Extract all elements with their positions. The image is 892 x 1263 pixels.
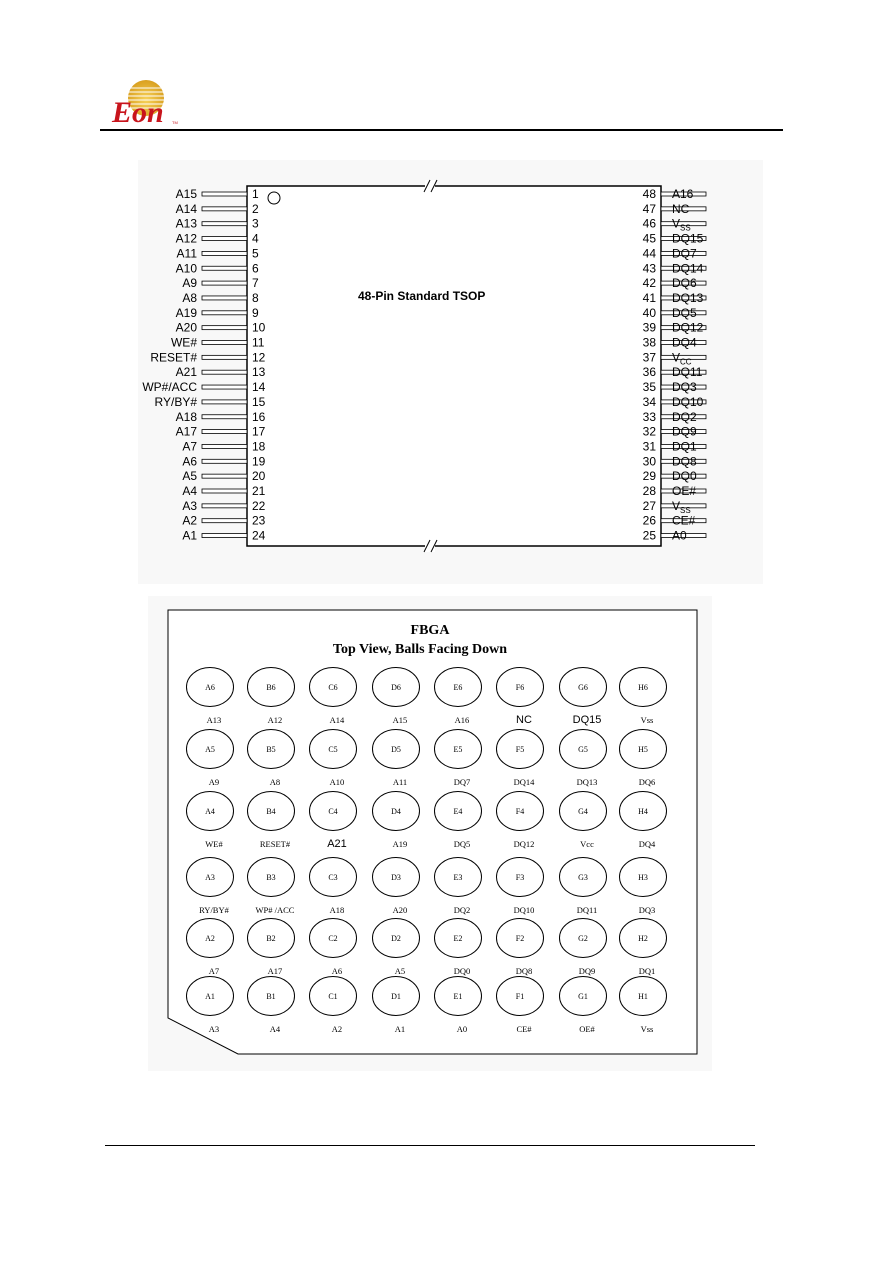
- ball-id: H5: [638, 745, 648, 754]
- pin-name: DQ11: [672, 365, 703, 380]
- ball-id: C4: [328, 807, 338, 816]
- ball-signal: NC: [516, 714, 532, 726]
- pin-number: 31: [642, 439, 656, 454]
- pin-name: A13: [175, 216, 197, 231]
- tsop-pin-right: [643, 232, 706, 246]
- pin-number: 45: [642, 231, 656, 246]
- pin-number: 7: [252, 276, 259, 291]
- pin-name: A4: [182, 484, 197, 498]
- tsop-title: 48-Pin Standard TSOP: [358, 289, 486, 303]
- pin-number: 37: [642, 350, 656, 365]
- ball-signal: A13: [206, 715, 222, 725]
- ball-signal: A3: [208, 1024, 220, 1034]
- ball-id: D2: [391, 934, 401, 943]
- pin-number: 38: [642, 335, 656, 350]
- ball-id: H3: [638, 873, 648, 882]
- pin-lead: [202, 222, 247, 226]
- pin-name: DQ10: [672, 394, 704, 409]
- ball-id: E6: [453, 683, 463, 692]
- pin-lead: [202, 459, 247, 463]
- ball-id: B6: [266, 683, 276, 692]
- pin-lead: [202, 444, 247, 448]
- ball-id: A2: [205, 934, 215, 943]
- tsop-pin-right: [643, 291, 706, 305]
- pin-name: OE#: [672, 484, 697, 498]
- tsop-package-body: [247, 186, 661, 546]
- pin-name: RESET#: [150, 350, 197, 365]
- ball-signal: WP# /ACC: [255, 905, 295, 915]
- tsop-pin-right: [643, 246, 706, 260]
- pin-lead: [202, 430, 247, 434]
- pin-name: NC: [672, 201, 690, 216]
- pin-name-subscript: SS: [680, 505, 691, 515]
- tsop-pin-right: [643, 469, 706, 483]
- pin-number: 1: [252, 187, 259, 201]
- tsop-pin-left: [176, 321, 266, 335]
- ball-id: A1: [205, 992, 215, 1001]
- pin-number: 44: [642, 246, 656, 261]
- ball-id: B5: [266, 745, 276, 754]
- ball-id: G5: [578, 745, 588, 754]
- ball-id: F2: [515, 934, 525, 943]
- pin-lead: [202, 489, 247, 493]
- ball-signal: A12: [267, 715, 283, 725]
- tsop-pin-right: [643, 336, 706, 350]
- pin-lead: [202, 326, 247, 330]
- ball-id: C6: [328, 683, 338, 692]
- ball-signal: A1: [394, 1024, 406, 1034]
- ball-id: D1: [391, 992, 401, 1001]
- ball-signal: A0: [456, 1024, 468, 1034]
- ball-id: A4: [205, 807, 215, 816]
- pin-number: 47: [642, 201, 656, 216]
- ball-id: C5: [328, 745, 338, 754]
- pin-number: 32: [642, 424, 656, 439]
- pin-number: 8: [252, 290, 259, 305]
- pin-name: A3: [182, 498, 197, 513]
- pin-name: $V_{CC}$: [672, 350, 692, 367]
- pin-number: 16: [252, 409, 266, 424]
- ball-signal: DQ0: [453, 966, 471, 976]
- pin-number: 46: [642, 216, 656, 231]
- ball-signal: A2: [331, 1024, 343, 1034]
- pin-name: A19: [175, 305, 197, 320]
- ball-id: D6: [391, 683, 401, 692]
- tsop-pin-right: [643, 202, 706, 216]
- ball-signal: A17: [267, 966, 283, 976]
- ball-signal: OE#: [579, 1024, 595, 1034]
- pin-lead: [202, 341, 247, 345]
- ball-id: A3: [205, 873, 215, 882]
- pin-name: CE#: [672, 513, 696, 528]
- pin-name: DQ6: [672, 276, 697, 291]
- ball-signal: DQ5: [453, 839, 471, 849]
- ball-id: E2: [453, 934, 463, 943]
- ball-signal: A20: [392, 905, 408, 915]
- ball-signal: WE#: [205, 839, 223, 849]
- tsop-pin-right: [643, 187, 706, 201]
- pin-number: 28: [642, 484, 656, 498]
- ball-id: F1: [515, 992, 525, 1001]
- pin-name: RY/BY#: [154, 394, 197, 409]
- ball-signal: DQ7: [453, 777, 471, 787]
- ball-id: G4: [578, 807, 588, 816]
- ball-signal: DQ1: [638, 966, 656, 976]
- fbga-ball: [248, 858, 295, 916]
- ball-id: E1: [453, 992, 463, 1001]
- tsop-pin-left: [176, 410, 266, 424]
- tsop-pin-right: [643, 217, 706, 233]
- pin-number: 3: [252, 216, 259, 231]
- tsop-pin-right: [643, 499, 706, 515]
- tsop-pin-left: [182, 529, 265, 543]
- pin-lead: [202, 385, 247, 389]
- ball-id: C3: [328, 873, 338, 882]
- ball-signal: A9: [208, 777, 220, 787]
- tsop-pin-right: [643, 365, 706, 379]
- ball-id: G6: [578, 683, 588, 692]
- pin-lead: [202, 192, 247, 196]
- ball-id: D4: [391, 807, 401, 816]
- pin-name: A6: [182, 454, 197, 469]
- ball-id: C2: [328, 934, 338, 943]
- ball-signal: DQ10: [513, 905, 535, 915]
- pin-number: 35: [642, 380, 656, 395]
- pin-name: A15: [175, 187, 197, 201]
- eon-logo: [108, 80, 184, 126]
- pin-number: 11: [252, 335, 265, 350]
- pin-lead: [202, 311, 247, 315]
- tsop-pin-right: [643, 261, 706, 275]
- pin-number: 15: [252, 394, 266, 409]
- pin-number: 6: [252, 261, 259, 276]
- ball-signal: A14: [329, 715, 345, 725]
- ball-signal: DQ15: [572, 714, 602, 726]
- ball-id: B1: [266, 992, 276, 1001]
- pin-name: A0: [672, 528, 687, 543]
- ball-id: F4: [515, 807, 525, 816]
- pin-name: A8: [182, 290, 197, 305]
- svg-text:Eon: Eon: [112, 96, 164, 126]
- pin-number: 41: [642, 290, 656, 305]
- ball-signal: A8: [269, 777, 281, 787]
- ball-signal: A15: [392, 715, 408, 725]
- ball-id: F6: [515, 683, 525, 692]
- pin-number: 24: [252, 528, 266, 543]
- ball-id: D3: [391, 873, 401, 882]
- ball-id: H1: [638, 992, 648, 1001]
- ball-signal: DQ2: [453, 905, 471, 915]
- ball-signal: DQ14: [513, 777, 535, 787]
- tsop-pin-left: [176, 365, 266, 379]
- ball-id: E5: [453, 745, 463, 754]
- pin-lead: [202, 474, 247, 478]
- pin-number: 14: [252, 380, 266, 395]
- pin-lead: [202, 251, 247, 255]
- pin-number: 43: [642, 261, 656, 276]
- ball-signal: A4: [269, 1024, 281, 1034]
- pin-name: DQ1: [672, 439, 697, 454]
- fbga-title: FBGA: [410, 623, 450, 638]
- ball-id: H4: [638, 807, 648, 816]
- tsop-pin-right: [643, 350, 706, 366]
- ball-signal: DQ13: [576, 777, 598, 787]
- pin-number: 20: [252, 469, 266, 484]
- pin-name: DQ12: [672, 320, 704, 335]
- pin1-marker: [268, 192, 280, 204]
- ball-id: D5: [391, 745, 401, 754]
- pin-name: A18: [175, 409, 197, 424]
- ball-signal: DQ3: [638, 905, 656, 915]
- pin-number: 13: [252, 365, 266, 380]
- fbga-diagram: [148, 596, 712, 1071]
- tsop-pin-right: [643, 425, 706, 439]
- pin-number: 2: [252, 201, 259, 216]
- tsop-pin-left: [182, 454, 265, 468]
- ball-signal: A18: [329, 905, 345, 915]
- pin-name: A10: [175, 261, 197, 276]
- header-rule: [100, 129, 783, 131]
- pin-lead: [202, 534, 247, 538]
- ball-id: C1: [328, 992, 338, 1001]
- ball-signal: DQ11: [576, 905, 598, 915]
- pin-number: 21: [252, 484, 266, 498]
- pin-lead: [202, 355, 247, 359]
- ball-id: B3: [266, 873, 276, 882]
- fbga-package-outline: [168, 610, 697, 1054]
- pin-number: 19: [252, 454, 266, 469]
- pin-number: 23: [252, 513, 266, 528]
- tsop-pin-left: [182, 484, 265, 498]
- pin-name: DQ5: [672, 305, 697, 320]
- tsop-pin-right: [643, 514, 706, 528]
- pin-number: 48: [642, 187, 656, 201]
- pin-number: 33: [642, 409, 656, 424]
- pin-lead: [202, 237, 247, 241]
- ball-id: E4: [453, 807, 463, 816]
- pin-number: 5: [252, 246, 259, 261]
- tsop-pin-right: [643, 484, 706, 498]
- pin-number: 36: [642, 365, 656, 380]
- ball-signal: Vss: [640, 715, 654, 725]
- pin-lead: [202, 519, 247, 523]
- pin-name: A21: [175, 365, 197, 380]
- ball-id: A6: [205, 683, 215, 692]
- pin-name: A12: [175, 231, 197, 246]
- ball-id: H6: [638, 683, 648, 692]
- pin-lead: [202, 504, 247, 508]
- ball-signal: A7: [208, 966, 220, 976]
- ball-id: F3: [515, 873, 525, 882]
- pin-name: DQ13: [672, 290, 704, 305]
- pin-name: A7: [182, 439, 197, 454]
- ball-id: B2: [266, 934, 276, 943]
- ball-id: E3: [453, 873, 463, 882]
- pin-lead: [202, 296, 247, 300]
- pin-name: DQ3: [672, 380, 697, 395]
- pin-number: 18: [252, 439, 266, 454]
- ball-signal: DQ9: [578, 966, 596, 976]
- ball-signal: DQ4: [638, 839, 656, 849]
- ball-signal: A21: [327, 838, 347, 850]
- pin-number: 17: [252, 424, 266, 439]
- ball-signal: DQ6: [638, 777, 656, 787]
- pin-number: 40: [642, 305, 656, 320]
- pin-name: A20: [175, 320, 197, 335]
- pin-number: 12: [252, 350, 266, 365]
- pin-number: 30: [642, 454, 656, 469]
- pin-number: 4: [252, 231, 259, 246]
- tsop-pin-right: [643, 410, 706, 424]
- pin-number: 27: [642, 498, 656, 513]
- pin-number: 34: [642, 394, 656, 409]
- tsop-pin-right: [643, 529, 706, 543]
- tsop-pin-right: [643, 321, 706, 335]
- tsop-pin-right: [643, 439, 706, 453]
- tsop-pin-left: [182, 514, 265, 528]
- tsop-diagram: [138, 160, 763, 584]
- pin-lead: [202, 207, 247, 211]
- pin-name: $V_{SS}$: [672, 498, 691, 515]
- pin-number: 25: [642, 528, 656, 543]
- ball-id: H2: [638, 934, 648, 943]
- pin-lead: [202, 281, 247, 285]
- pin-number: 42: [642, 276, 656, 291]
- pin-name-subscript: SS: [680, 223, 691, 233]
- tsop-pin-right: [643, 380, 706, 394]
- ball-id: G1: [578, 992, 588, 1001]
- pin-name: DQ8: [672, 454, 697, 469]
- pin-name: A17: [175, 424, 197, 439]
- pin-number: 9: [252, 305, 259, 320]
- pin-name: A1: [182, 528, 197, 543]
- ball-signal: CE#: [516, 1024, 532, 1034]
- pin-name: WE#: [170, 335, 197, 350]
- svg-text:TM: TM: [172, 120, 178, 125]
- pin-name: DQ14: [672, 261, 704, 276]
- pin-name: A9: [182, 276, 197, 291]
- pin-name: DQ9: [672, 424, 697, 439]
- ball-signal: Vcc: [580, 839, 594, 849]
- pin-number: 22: [252, 498, 266, 513]
- pin-name: A2: [182, 513, 197, 528]
- fbga-subtitle: Top View, Balls Facing Down: [332, 642, 508, 657]
- ball-signal: DQ12: [513, 839, 535, 849]
- pin-name: A11: [176, 246, 197, 261]
- pin-lead: [202, 266, 247, 270]
- pin-name: DQ0: [672, 469, 697, 484]
- footer-rule: [105, 1145, 755, 1146]
- pin-name: A16: [672, 187, 694, 201]
- pin-name-subscript: CC: [680, 357, 692, 367]
- tsop-pin-right: [643, 306, 706, 320]
- ball-id: G2: [578, 934, 588, 943]
- pin-lead: [202, 400, 247, 404]
- pin-name: DQ2: [672, 409, 697, 424]
- tsop-pin-right: [643, 395, 706, 409]
- ball-signal: DQ8: [515, 966, 533, 976]
- ball-signal: A19: [392, 839, 408, 849]
- pin-name: DQ4: [672, 335, 697, 350]
- pin-name: A14: [175, 201, 197, 216]
- ball-id: B4: [266, 807, 276, 816]
- pin-number: 39: [642, 320, 656, 335]
- tsop-pin-right: [643, 276, 706, 290]
- ball-id: G3: [578, 873, 588, 882]
- pin-lead: [202, 370, 247, 374]
- ball-signal: Vss: [640, 1024, 654, 1034]
- tsop-pin-left: [176, 425, 266, 439]
- pin-number: 29: [642, 469, 656, 484]
- ball-signal: A10: [329, 777, 345, 787]
- ball-id: A5: [205, 745, 215, 754]
- ball-signal: A16: [454, 715, 470, 725]
- pin-name: DQ7: [672, 246, 697, 261]
- ball-id: F5: [515, 745, 525, 754]
- pin-name: $V_{SS}$: [672, 216, 691, 233]
- tsop-pin-right: [643, 454, 706, 468]
- ball-signal: A6: [331, 966, 343, 976]
- pin-name: WP#/ACC: [142, 380, 197, 395]
- tsop-pin-left: [182, 469, 265, 483]
- pin-lead: [202, 415, 247, 419]
- tsop-pin-left: [182, 499, 265, 513]
- tsop-pin-left: [182, 439, 265, 453]
- ball-signal: RY/BY#: [199, 905, 229, 915]
- ball-signal: A5: [394, 966, 406, 976]
- pin-name: DQ15: [672, 231, 704, 246]
- pin-number: 10: [252, 320, 266, 335]
- pin-name: A5: [182, 469, 197, 484]
- ball-signal: RESET#: [259, 839, 291, 849]
- ball-signal: A11: [392, 777, 408, 787]
- pin-number: 26: [642, 513, 656, 528]
